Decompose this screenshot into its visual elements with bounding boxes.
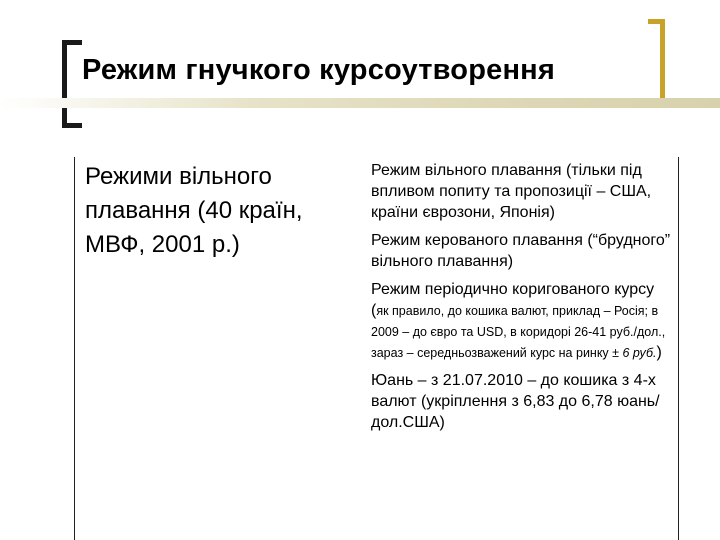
periodic-detail-text: як правило, до кошика валют, приклад – Росія; в 2009 – до євро та USD, в коридорі 26-41 руб./дол., зараз – середньозважений курс на ринку ±	[371, 304, 666, 360]
right-divider	[678, 157, 679, 540]
left-bracket-decoration	[62, 40, 82, 128]
regime-item-periodic-peg	[371, 279, 676, 363]
regime-item-yuan: Юань – з 21.07.2010 – до кошика з 4-х валют (укріплення з 6,83 до 6,78 юань/дол.США)	[371, 372, 660, 431]
right-bracket-decoration	[648, 19, 665, 107]
regime-item-managed-float: Режим керованого плавання (“брудного” вільного плавання)	[371, 232, 671, 270]
title-underline-band	[0, 98, 720, 108]
regime-item-free-float: Режим вільного плавання (тільки під впливом попиту та пропозиції – США, країни єврозони, Японія)	[371, 162, 652, 221]
slide-title: Режим гнучкого курсоутворення	[82, 54, 556, 86]
periodic-detail-italic: 6 руб.	[622, 346, 657, 360]
periodic-close-paren: )	[656, 344, 662, 361]
left-divider	[74, 157, 75, 540]
periodic-main-text: Режим періодично коригованого курсу (	[371, 281, 655, 319]
right-column	[371, 160, 676, 440]
left-column-text: Режими вільного плавання (40 країн, МВФ, 2001 р.)	[85, 163, 303, 258]
